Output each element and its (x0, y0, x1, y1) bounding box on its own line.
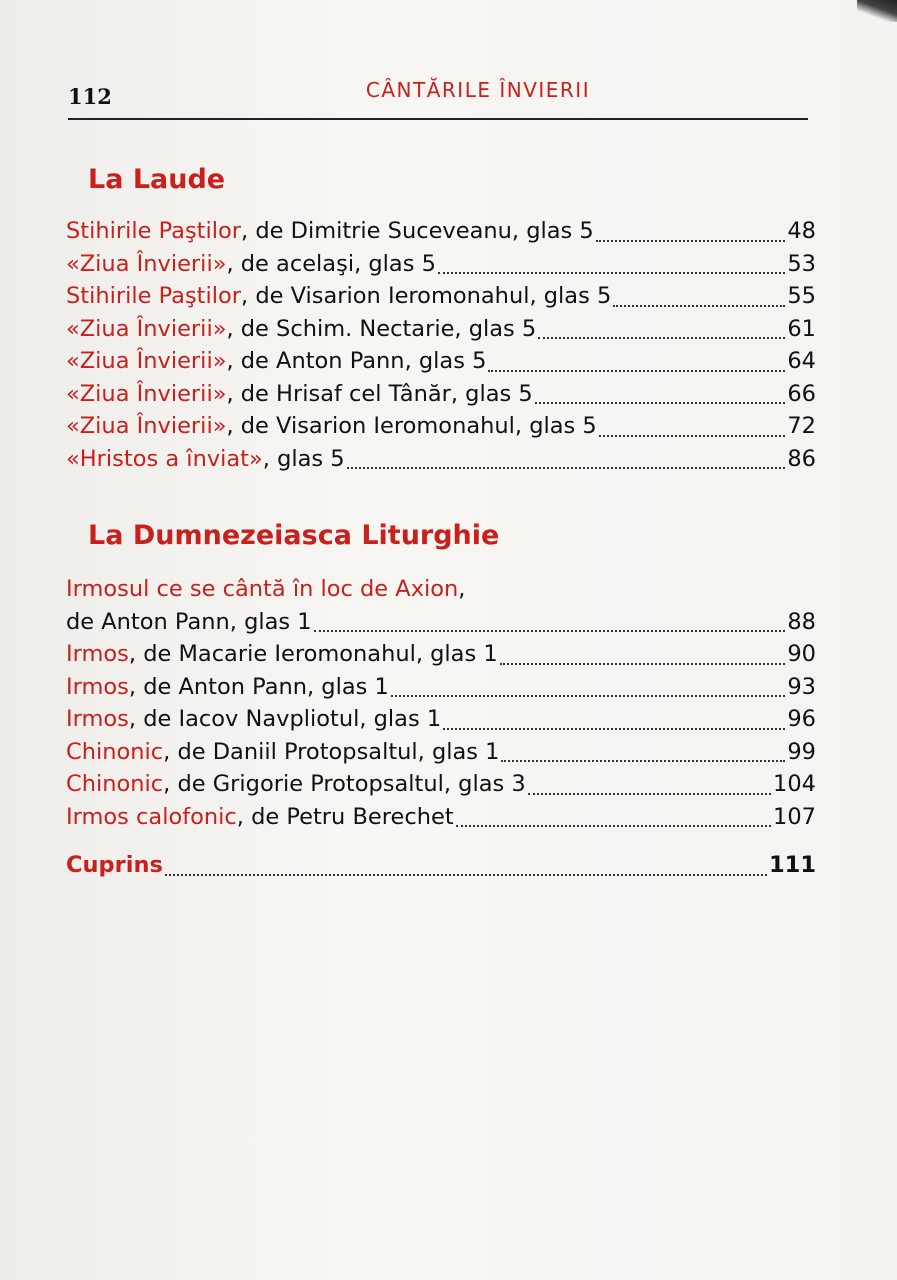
toc-page-number: 61 (787, 315, 816, 342)
toc-entry[interactable]: Irmos calofonic , de Petru Berechet 107 (66, 803, 816, 830)
toc-entry[interactable]: Stihirile Paştilor , de Dimitrie Suceveanu, glas 5 48 (66, 218, 816, 244)
running-title: CÂNTĂRILE ÎNVIERII (365, 78, 591, 102)
toc-page-number: 66 (787, 380, 816, 407)
toc-page-number: 64 (787, 348, 816, 374)
toc-entry[interactable]: Stihirile Paştilor , de Visarion Ieromonahul, glas 5 55 (66, 283, 816, 309)
toc-page-number: 93 (787, 673, 816, 700)
page-corner-shadow (857, 0, 897, 22)
toc-page-number: 107 (773, 803, 816, 830)
toc-page-number: 96 (787, 706, 816, 732)
toc-entry[interactable]: Irmos , de Iacov Navpliotul, glas 1 96 (66, 706, 816, 732)
toc-page-number: 104 (773, 771, 816, 797)
toc-page-number: 55 (787, 283, 816, 309)
toc-entry[interactable]: «Hristos a înviat» , glas 5 86 (66, 445, 816, 472)
toc-entry-cuprins[interactable]: Cuprins 111 (66, 852, 816, 878)
toc-list-final (66, 852, 816, 885)
section-title-laude: La Laude (88, 164, 226, 195)
page-number: 112 (68, 84, 112, 109)
toc-page-number: 86 (787, 445, 816, 472)
section-title-liturghie: La Dumnezeiasca Liturghie (88, 520, 500, 551)
toc-list-laude (66, 218, 816, 478)
toc-list-liturghie (66, 576, 816, 836)
page-header (68, 70, 808, 120)
toc-entry[interactable]: Chinonic , de Daniil Protopsaltul, glas 1 99 (66, 738, 816, 765)
toc-entry[interactable]: Irmos , de Anton Pann, glas 1 93 (66, 673, 816, 700)
toc-page-number: 111 (769, 852, 816, 878)
toc-page-number: 72 (787, 413, 816, 439)
toc-page-number: 53 (787, 250, 816, 277)
toc-page-number: 99 (787, 738, 816, 765)
toc-entry[interactable]: «Ziua Învierii» , de Schim. Nectarie, glas 5 61 (66, 315, 816, 342)
toc-entry[interactable]: «Ziua Învierii» , de Visarion Ieromonahul, glas 5 72 (66, 413, 816, 439)
toc-entry[interactable]: «Ziua Învierii» , de acelaşi, glas 5 53 (66, 250, 816, 277)
toc-page-number: 90 (787, 641, 816, 667)
toc-page-number: 88 (787, 608, 816, 635)
toc-entry[interactable]: «Ziua Învierii» , de Hrisaf cel Tânăr, glas 5 66 (66, 380, 816, 407)
toc-entry[interactable]: «Ziua Învierii» , de Anton Pann, glas 5 64 (66, 348, 816, 374)
toc-entry[interactable]: de Anton Pann, glas 1 88 (66, 608, 816, 635)
toc-entry[interactable]: Chinonic , de Grigorie Protopsaltul, glas 3 104 (66, 771, 816, 797)
toc-page-number: 48 (787, 218, 816, 244)
toc-entry[interactable]: Irmos , de Macarie Ieromonahul, glas 1 90 (66, 641, 816, 667)
toc-entry[interactable]: Irmosul ce se cântă în loc de Axion , (66, 576, 466, 602)
